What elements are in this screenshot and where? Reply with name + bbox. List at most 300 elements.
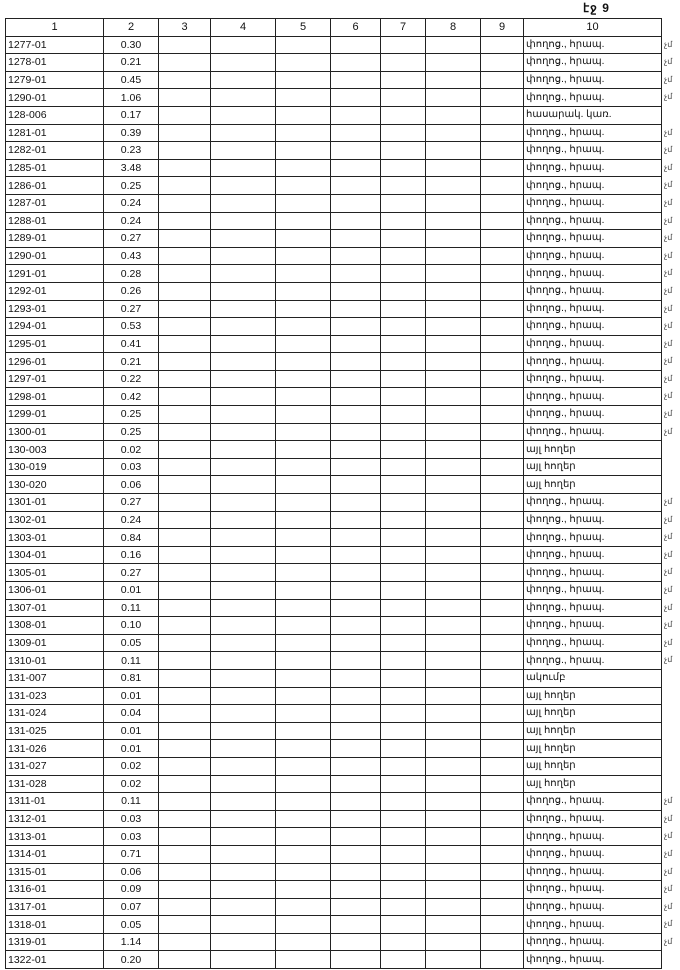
empty-cell (481, 828, 524, 846)
parcel-id: 128-006 (6, 106, 104, 124)
empty-cell (211, 458, 276, 476)
land-use: փողոց., հրապ. (524, 335, 662, 353)
area-value: 0.21 (104, 353, 159, 371)
parcel-id: 1278-01 (6, 54, 104, 72)
empty-cell (159, 617, 211, 635)
parcel-id: 1295-01 (6, 335, 104, 353)
empty-cell (211, 810, 276, 828)
land-use: փողոց., հրապ. (524, 546, 662, 564)
land-use: փողոց., հրապ. (524, 951, 662, 969)
empty-cell (331, 353, 381, 371)
empty-cell (481, 775, 524, 793)
empty-cell (211, 722, 276, 740)
empty-cell (426, 757, 481, 775)
empty-cell (481, 582, 524, 600)
parcel-id: 1315-01 (6, 863, 104, 881)
empty-cell (211, 564, 276, 582)
empty-cell (331, 916, 381, 934)
empty-cell (276, 370, 331, 388)
empty-cell (211, 106, 276, 124)
empty-cell (159, 318, 211, 336)
header-row (6, 19, 662, 37)
empty-cell (331, 757, 381, 775)
empty-cell (276, 775, 331, 793)
land-use: փողոց., հրապ. (524, 159, 662, 177)
empty-cell (331, 476, 381, 494)
empty-cell (381, 863, 426, 881)
empty-cell (331, 265, 381, 283)
column-header: 9 (481, 19, 524, 37)
column-header: 2 (104, 19, 159, 37)
land-use: փողոց., հրապ. (524, 406, 662, 424)
empty-cell (426, 335, 481, 353)
empty-cell (481, 933, 524, 951)
empty-cell (211, 476, 276, 494)
empty-cell (331, 212, 381, 230)
empty-cell (159, 669, 211, 687)
empty-cell (211, 124, 276, 142)
parcel-id: 1298-01 (6, 388, 104, 406)
margin-mark: չմ (664, 497, 673, 507)
area-value: 0.53 (104, 318, 159, 336)
land-use: փողոց., հրապ. (524, 177, 662, 195)
land-use: փողոց., հրապ. (524, 564, 662, 582)
empty-cell (426, 124, 481, 142)
empty-cell (331, 318, 381, 336)
empty-cell (211, 634, 276, 652)
margin-mark: չմ (664, 391, 673, 401)
empty-cell (211, 353, 276, 371)
empty-cell (211, 36, 276, 54)
empty-cell (331, 617, 381, 635)
empty-cell (381, 705, 426, 723)
empty-cell (481, 740, 524, 758)
table-row (6, 933, 662, 951)
empty-cell (211, 177, 276, 195)
empty-cell (481, 36, 524, 54)
area-value: 0.07 (104, 898, 159, 916)
empty-cell (481, 54, 524, 72)
margin-mark: չմ (664, 409, 673, 419)
empty-cell (159, 845, 211, 863)
margin-mark: չմ (664, 338, 673, 348)
empty-cell (481, 247, 524, 265)
parcel-id: 1302-01 (6, 511, 104, 529)
table-row (6, 159, 662, 177)
empty-cell (276, 406, 331, 424)
empty-cell (481, 916, 524, 934)
empty-cell (159, 951, 211, 969)
empty-cell (211, 388, 276, 406)
margin-mark: չմ (664, 74, 673, 84)
land-use: փողոց., հրապ. (524, 300, 662, 318)
empty-cell (159, 476, 211, 494)
table-row (6, 951, 662, 969)
empty-cell (211, 318, 276, 336)
empty-cell (426, 722, 481, 740)
empty-cell (211, 71, 276, 89)
empty-cell (211, 775, 276, 793)
area-value: 0.27 (104, 494, 159, 512)
empty-cell (276, 582, 331, 600)
land-use: փողոց., հրապ. (524, 353, 662, 371)
empty-cell (211, 282, 276, 300)
empty-cell (331, 282, 381, 300)
margin-mark: չմ (664, 866, 673, 876)
empty-cell (159, 722, 211, 740)
empty-cell (276, 212, 331, 230)
empty-cell (159, 740, 211, 758)
empty-cell (381, 810, 426, 828)
parcel-id: 1294-01 (6, 318, 104, 336)
land-use: այլ հողեր (524, 722, 662, 740)
margin-mark: չմ (664, 356, 673, 366)
empty-cell (331, 124, 381, 142)
empty-cell (276, 546, 331, 564)
table-row (6, 634, 662, 652)
empty-cell (426, 89, 481, 107)
area-value: 0.24 (104, 194, 159, 212)
empty-cell (481, 230, 524, 248)
land-use: փողոց., հրապ. (524, 194, 662, 212)
empty-cell (331, 546, 381, 564)
empty-cell (426, 353, 481, 371)
area-value: 0.43 (104, 247, 159, 265)
empty-cell (331, 247, 381, 265)
empty-cell (276, 511, 331, 529)
area-value: 0.03 (104, 828, 159, 846)
margin-mark: չմ (664, 514, 673, 524)
table-row (6, 494, 662, 512)
margin-mark (664, 458, 680, 476)
empty-cell (211, 441, 276, 459)
margin-mark: չմ (664, 197, 673, 207)
empty-cell (159, 757, 211, 775)
empty-cell (331, 494, 381, 512)
margin-mark: չմ (664, 285, 673, 295)
empty-cell (159, 54, 211, 72)
table-row (6, 669, 662, 687)
area-value: 0.06 (104, 476, 159, 494)
column-header: 1 (6, 19, 104, 37)
empty-cell (481, 370, 524, 388)
land-use: փողոց., հրապ. (524, 388, 662, 406)
parcel-id: 1301-01 (6, 494, 104, 512)
table-row (6, 388, 662, 406)
area-value: 0.23 (104, 142, 159, 160)
margin-mark: չմ (664, 127, 673, 137)
area-value: 0.24 (104, 212, 159, 230)
empty-cell (211, 652, 276, 670)
empty-cell (426, 212, 481, 230)
table-row (6, 230, 662, 248)
land-use: փողոց., հրապ. (524, 318, 662, 336)
empty-cell (381, 845, 426, 863)
land-use: այլ հողեր (524, 441, 662, 459)
empty-cell (381, 194, 426, 212)
empty-cell (481, 669, 524, 687)
land-use: փողոց., հրապ. (524, 124, 662, 142)
land-use: փողոց., հրապ. (524, 142, 662, 160)
empty-cell (211, 669, 276, 687)
empty-cell (211, 529, 276, 547)
empty-cell (426, 775, 481, 793)
column-header: 7 (381, 19, 426, 37)
empty-cell (276, 705, 331, 723)
parcel-id: 1287-01 (6, 194, 104, 212)
empty-cell (381, 511, 426, 529)
empty-cell (426, 634, 481, 652)
empty-cell (426, 881, 481, 899)
area-value: 0.17 (104, 106, 159, 124)
empty-cell (276, 933, 331, 951)
parcel-id: 131-023 (6, 687, 104, 705)
parcel-id: 1281-01 (6, 124, 104, 142)
empty-cell (276, 494, 331, 512)
area-value: 0.26 (104, 282, 159, 300)
table-row (6, 247, 662, 265)
empty-cell (276, 247, 331, 265)
empty-cell (211, 212, 276, 230)
empty-cell (211, 617, 276, 635)
empty-cell (426, 441, 481, 459)
empty-cell (276, 441, 331, 459)
empty-cell (276, 300, 331, 318)
margin-mark (664, 704, 680, 722)
empty-cell (481, 494, 524, 512)
empty-cell (211, 265, 276, 283)
empty-cell (481, 810, 524, 828)
empty-cell (159, 634, 211, 652)
empty-cell (381, 722, 426, 740)
empty-cell (481, 511, 524, 529)
area-value: 0.45 (104, 71, 159, 89)
parcel-id: 1296-01 (6, 353, 104, 371)
margin-mark: չմ (664, 919, 673, 929)
land-use: այլ հողեր (524, 705, 662, 723)
margin-mark: չմ (664, 884, 673, 894)
parcel-id: 1319-01 (6, 933, 104, 951)
margin-mark (664, 687, 680, 705)
empty-cell (331, 441, 381, 459)
empty-cell (381, 159, 426, 177)
empty-cell (426, 318, 481, 336)
area-value: 0.02 (104, 775, 159, 793)
table-row (6, 476, 662, 494)
table-row (6, 406, 662, 424)
empty-cell (159, 370, 211, 388)
area-value: 0.27 (104, 300, 159, 318)
margin-mark: չմ (664, 549, 673, 559)
empty-cell (426, 705, 481, 723)
empty-cell (426, 142, 481, 160)
empty-cell (276, 71, 331, 89)
empty-cell (159, 933, 211, 951)
empty-cell (381, 599, 426, 617)
empty-cell (211, 54, 276, 72)
empty-cell (211, 406, 276, 424)
empty-cell (381, 951, 426, 969)
parcel-id: 1292-01 (6, 282, 104, 300)
empty-cell (159, 194, 211, 212)
empty-cell (159, 124, 211, 142)
land-use: փողոց., հրապ. (524, 36, 662, 54)
empty-cell (426, 230, 481, 248)
area-value: 0.03 (104, 458, 159, 476)
empty-cell (159, 36, 211, 54)
empty-cell (426, 494, 481, 512)
empty-cell (331, 370, 381, 388)
margin-mark: չմ (664, 620, 673, 630)
land-use: փողոց., հրապ. (524, 71, 662, 89)
empty-cell (481, 194, 524, 212)
land-use: փողոց., հրապ. (524, 881, 662, 899)
empty-cell (276, 265, 331, 283)
empty-cell (276, 124, 331, 142)
table-row (6, 599, 662, 617)
empty-cell (276, 194, 331, 212)
empty-cell (276, 617, 331, 635)
area-value: 0.25 (104, 423, 159, 441)
parcel-id: 1310-01 (6, 652, 104, 670)
margin-mark: չմ (664, 233, 673, 243)
margin-mark: չմ (664, 567, 673, 577)
empty-cell (381, 142, 426, 160)
empty-cell (381, 54, 426, 72)
parcel-id: 1318-01 (6, 916, 104, 934)
empty-cell (276, 669, 331, 687)
table-row (6, 300, 662, 318)
empty-cell (211, 881, 276, 899)
empty-cell (426, 828, 481, 846)
empty-cell (381, 564, 426, 582)
empty-cell (276, 54, 331, 72)
area-value: 0.11 (104, 793, 159, 811)
empty-cell (331, 194, 381, 212)
margin-mark: չմ (664, 585, 673, 594)
parcel-id: 130-003 (6, 441, 104, 459)
parcel-id: 130-020 (6, 476, 104, 494)
empty-cell (426, 652, 481, 670)
empty-cell (211, 757, 276, 775)
empty-cell (276, 89, 331, 107)
empty-cell (211, 194, 276, 212)
empty-cell (331, 458, 381, 476)
empty-cell (381, 177, 426, 195)
margin-mark: չմ (664, 92, 673, 102)
table-row (6, 775, 662, 793)
empty-cell (276, 881, 331, 899)
empty-cell (426, 458, 481, 476)
empty-cell (211, 933, 276, 951)
empty-cell (276, 353, 331, 371)
parcel-id: 1277-01 (6, 36, 104, 54)
land-use: փողոց., հրապ. (524, 230, 662, 248)
empty-cell (159, 142, 211, 160)
table-row (6, 441, 662, 459)
table-row (6, 212, 662, 230)
empty-cell (381, 881, 426, 899)
empty-cell (426, 916, 481, 934)
parcel-id: 130-019 (6, 458, 104, 476)
empty-cell (381, 494, 426, 512)
empty-cell (381, 669, 426, 687)
empty-cell (331, 89, 381, 107)
land-use: այլ հողեր (524, 476, 662, 494)
empty-cell (426, 423, 481, 441)
empty-cell (159, 494, 211, 512)
empty-cell (381, 89, 426, 107)
table-row (6, 142, 662, 160)
margin-mark (664, 950, 680, 968)
land-use: փողոց., հրապ. (524, 370, 662, 388)
empty-cell (481, 687, 524, 705)
empty-cell (276, 740, 331, 758)
empty-cell (331, 582, 381, 600)
empty-cell (159, 353, 211, 371)
empty-cell (331, 335, 381, 353)
empty-cell (426, 265, 481, 283)
parcel-id: 1297-01 (6, 370, 104, 388)
empty-cell (481, 441, 524, 459)
empty-cell (276, 388, 331, 406)
empty-cell (276, 863, 331, 881)
empty-cell (381, 441, 426, 459)
area-value: 0.42 (104, 388, 159, 406)
area-value: 0.28 (104, 265, 159, 283)
empty-cell (481, 406, 524, 424)
land-use: փողոց., հրապ. (524, 494, 662, 512)
area-value: 0.84 (104, 529, 159, 547)
empty-cell (481, 318, 524, 336)
empty-cell (426, 898, 481, 916)
table-row (6, 335, 662, 353)
empty-cell (481, 282, 524, 300)
parcel-id: 1290-01 (6, 89, 104, 107)
empty-cell (481, 476, 524, 494)
empty-cell (211, 370, 276, 388)
empty-cell (331, 810, 381, 828)
empty-cell (481, 529, 524, 547)
empty-cell (211, 916, 276, 934)
land-use: փողոց., հրապ. (524, 265, 662, 283)
empty-cell (426, 282, 481, 300)
margin-mark: չմ (664, 848, 673, 858)
table-row (6, 845, 662, 863)
land-use: փողոց., հրապ. (524, 634, 662, 652)
empty-cell (381, 687, 426, 705)
parcel-id: 131-028 (6, 775, 104, 793)
empty-cell (276, 810, 331, 828)
land-use: փողոց., հրապ. (524, 582, 662, 600)
empty-cell (426, 247, 481, 265)
empty-cell (331, 36, 381, 54)
margin-mark: չմ (664, 250, 673, 260)
empty-cell (331, 951, 381, 969)
margin-mark: չմ (664, 936, 673, 946)
area-value: 3.48 (104, 159, 159, 177)
empty-cell (159, 898, 211, 916)
table-row (6, 529, 662, 547)
empty-cell (426, 370, 481, 388)
column-header: 10 (524, 19, 662, 37)
empty-cell (276, 599, 331, 617)
column-header: 5 (276, 19, 331, 37)
area-value: 1.14 (104, 933, 159, 951)
table-row (6, 757, 662, 775)
empty-cell (481, 564, 524, 582)
empty-cell (159, 599, 211, 617)
